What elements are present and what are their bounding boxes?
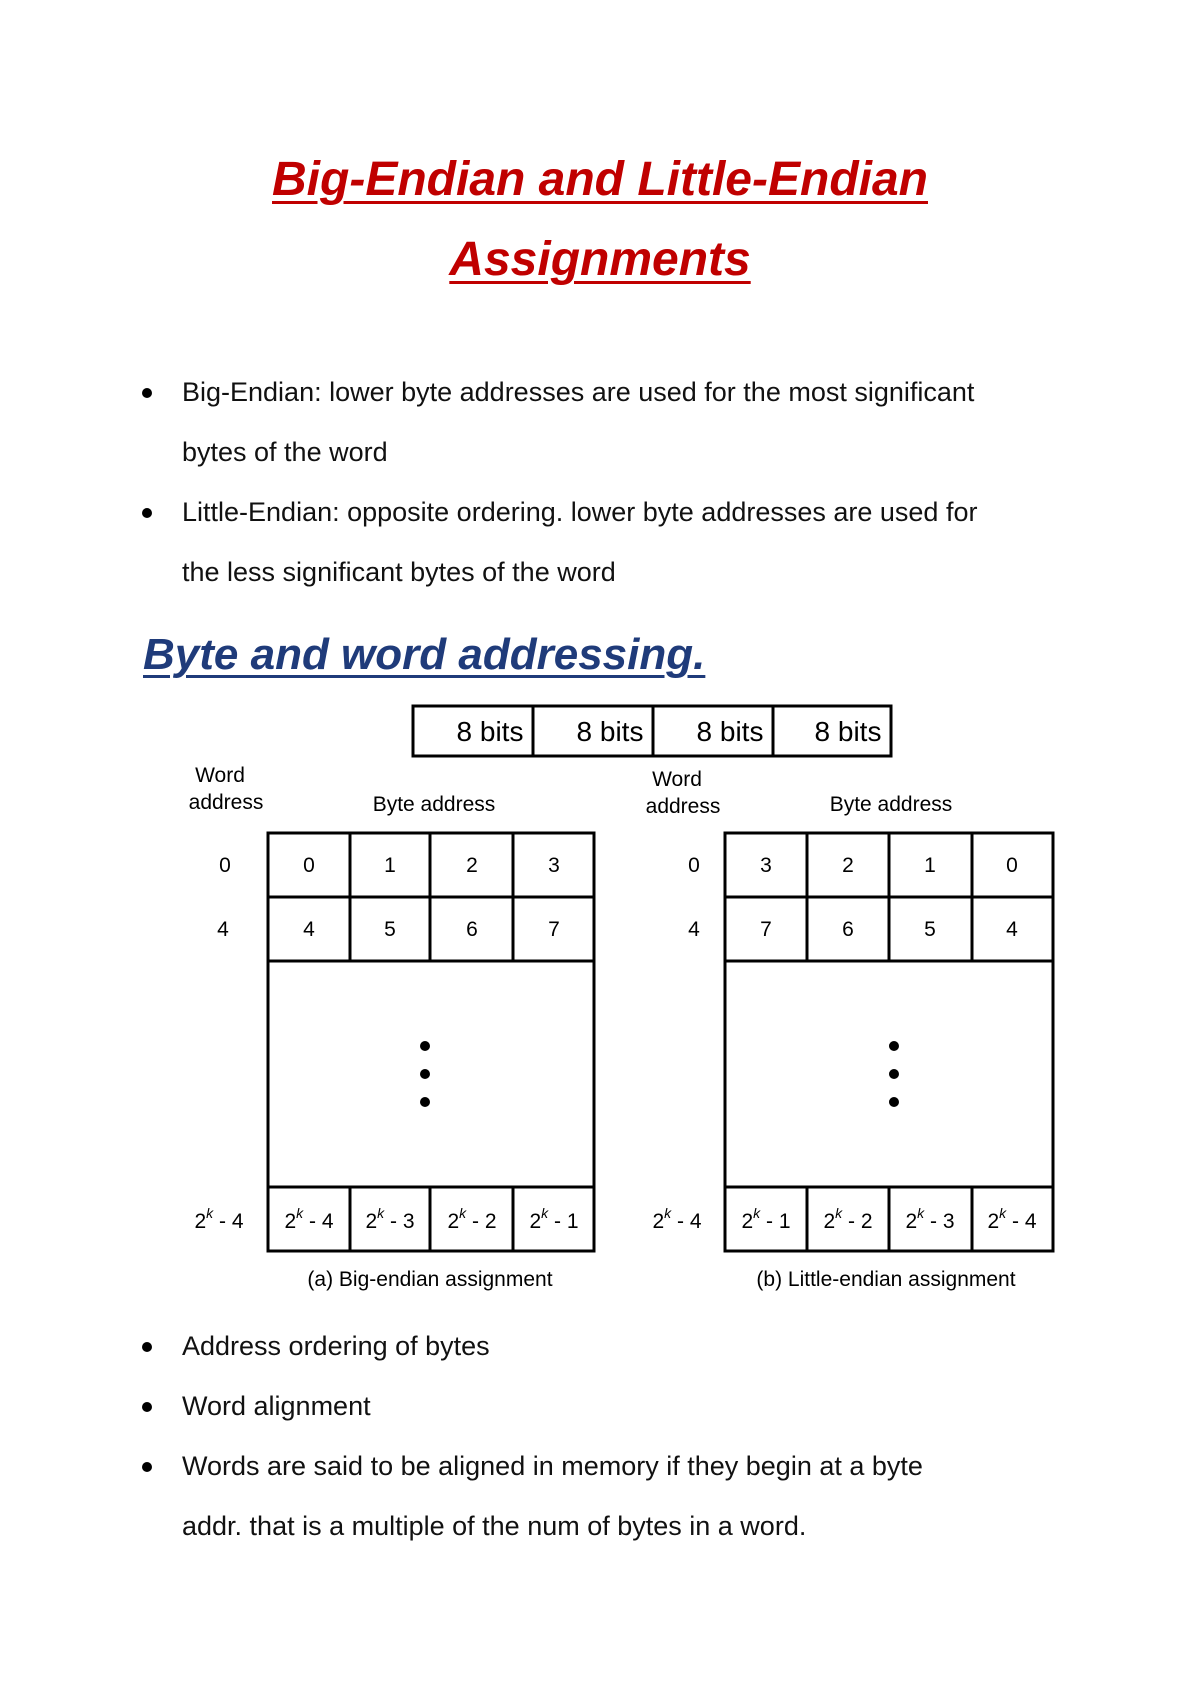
list-item-line: addr. that is a multiple of the num of bytes in a word. [182,1511,807,1541]
word-address-label: address [188,791,264,814]
word-address: 4 [217,918,229,941]
list-item-line: Words are said to be aligned in memory if they begin at a byte [182,1451,923,1481]
list-item-line: Little-Endian: opposite ordering. lower byte addresses are used for [182,497,978,527]
byte-cell: 4 [303,918,315,941]
byte-cell: 2 [842,854,854,877]
byte-cell: 7 [760,918,772,941]
word-address: 0 [219,854,231,877]
byte-cell: 1 [384,854,396,877]
byte-cell: 2$^k$ - 3 [365,1205,415,1233]
word-address-label: Word [195,764,245,787]
page-title-line-2: Assignments [449,233,751,286]
byte-cell: 2$^k$ - 2 [823,1205,873,1233]
word-address: 4 [688,918,700,941]
bits-cell: 8 bits [814,716,882,747]
list-item-line: Address ordering of bytes [182,1331,490,1361]
ellipsis-dots [420,1041,899,1107]
word-address-label: address [645,795,721,818]
page-title-line-1: Big-Endian and Little-Endian [272,153,928,206]
byte-cell: 5 [384,918,396,941]
list-item-line: bytes of the word [182,437,388,467]
list-item [140,482,1070,602]
byte-cell: 5 [924,918,936,941]
byte-address-label: Byte address [372,793,496,816]
big-endian-grid [268,833,594,1251]
word-address: 2$^k$ - 4 [652,1205,702,1233]
little-endian-caption: (b) Little-endian assignment [756,1268,1016,1291]
byte-cell: 0 [303,854,315,877]
bits-cell: 8 bits [696,716,764,747]
byte-cell: 2$^k$ - 3 [905,1205,955,1233]
byte-cell: 3 [760,854,772,877]
list-item-line: the less significant bytes of the word [182,557,616,587]
bits-cell: 8 bits [456,716,524,747]
byte-cell: 2$^k$ - 4 [284,1205,334,1233]
byte-cell: 2$^k$ - 4 [987,1205,1037,1233]
word-address: 2$^k$ - 4 [194,1205,244,1233]
byte-cell: 7 [548,918,560,941]
bottom-bullet-list [140,1316,1070,1556]
byte-cell: 4 [1006,918,1018,941]
list-item-line: Big-Endian: lower byte addresses are used for the most significant [182,377,975,407]
word-address-label: Word [652,768,702,791]
section-heading: Byte and word addressing. [143,630,706,679]
byte-cell: 6 [466,918,478,941]
byte-address-label: Byte address [829,793,953,816]
word-address: 0 [688,854,700,877]
byte-cell: 1 [924,854,936,877]
list-item [140,1376,1070,1436]
byte-cell: 2$^k$ - 1 [529,1205,579,1233]
byte-cell: 2$^k$ - 1 [741,1205,791,1233]
list-item [140,362,1070,482]
list-item-line: Word alignment [182,1391,371,1421]
byte-cell: 2$^k$ - 2 [447,1205,497,1233]
list-item [140,1436,1070,1556]
byte-cell: 3 [548,854,560,877]
byte-cell: 0 [1006,854,1018,877]
list-item [140,1316,1070,1376]
bits-cell: 8 bits [576,716,644,747]
little-endian-grid [725,833,1053,1251]
byte-cell: 2 [466,854,478,877]
big-endian-caption: (a) Big-endian assignment [307,1268,553,1291]
endianness-figure [0,690,1200,1310]
intro-bullet-list [140,362,1070,602]
byte-cell: 6 [842,918,854,941]
